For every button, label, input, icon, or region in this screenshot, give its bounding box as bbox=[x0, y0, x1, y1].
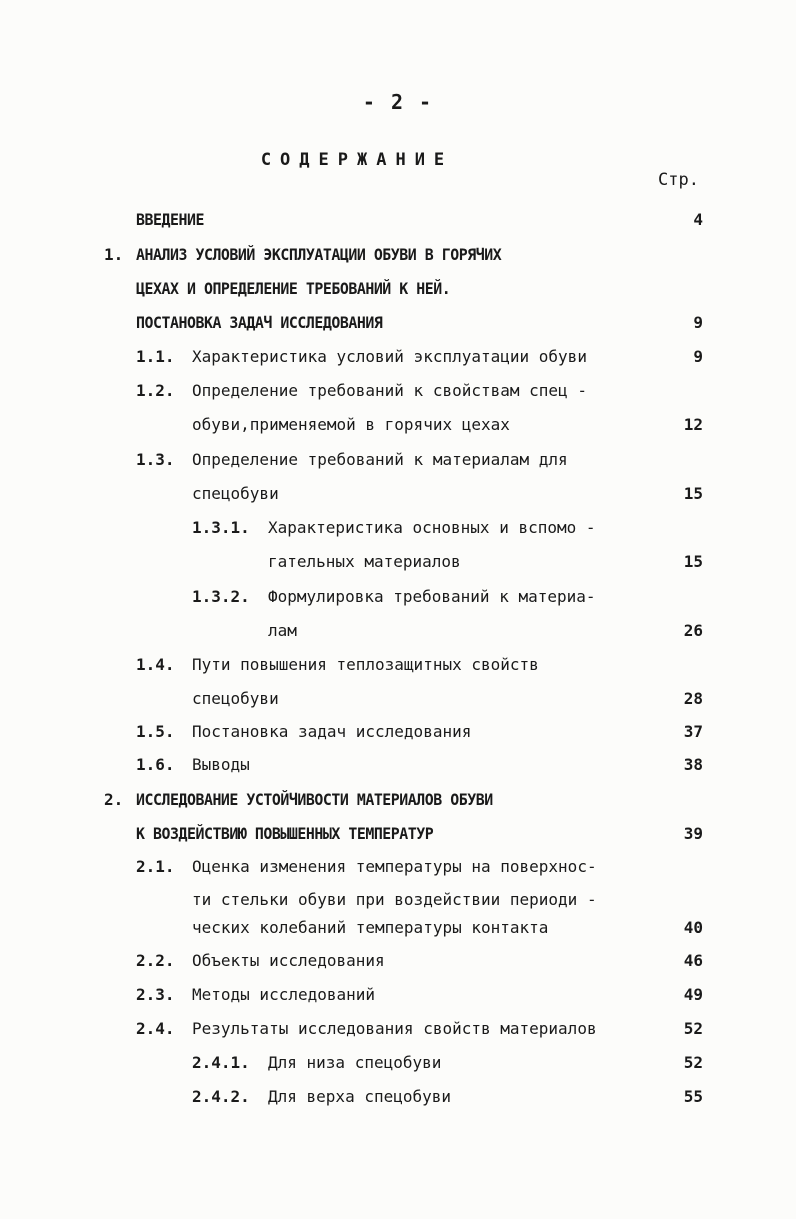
page-title: СОДЕРЖАНИЕ bbox=[260, 150, 454, 170]
toc-entry-title: Определение требований к свойствам спец - bbox=[192, 381, 587, 400]
toc-entry-page: 9 bbox=[693, 347, 703, 366]
toc-entry-number: 1.3. bbox=[136, 450, 175, 469]
toc-entry-page: 12 bbox=[683, 415, 703, 434]
toc-entry-page: 52 bbox=[683, 1019, 703, 1038]
toc-entry-title: Выводы bbox=[192, 755, 250, 774]
toc-entry-title: Характеристика основных и вспомо - bbox=[268, 518, 596, 537]
toc-entry-title: спецобуви bbox=[192, 689, 279, 708]
toc-entry-page: 40 bbox=[683, 918, 703, 937]
toc-entry-page: 38 bbox=[683, 755, 703, 774]
toc-entry-number: 1.4. bbox=[136, 655, 175, 674]
toc-entry-number: 2. bbox=[104, 790, 124, 809]
toc-entry-number: 1.3.2. bbox=[192, 587, 250, 606]
toc-entry-page: 46 bbox=[683, 951, 703, 970]
toc-entry-number: 1.3.1. bbox=[192, 518, 250, 537]
toc-entry-title: ческих колебаний температуры контакта bbox=[192, 918, 549, 937]
toc-entry-number: 1. bbox=[104, 245, 124, 264]
toc-entry-title: Для низа спецобуви bbox=[268, 1053, 442, 1072]
toc-entry-title: Методы исследований bbox=[192, 985, 376, 1004]
toc-entry-page: 28 bbox=[683, 689, 703, 708]
toc-entry-title: ЦЕХАХ И ОПРЕДЕЛЕНИЕ ТРЕБОВАНИЙ К НЕЙ. bbox=[136, 279, 451, 298]
toc-entry-number: 2.4. bbox=[136, 1019, 175, 1038]
toc-entry-page: 15 bbox=[683, 484, 703, 503]
page-column-label: Стр. bbox=[658, 170, 699, 190]
toc-entry-title: Постановка задач исследования bbox=[192, 722, 472, 741]
toc-entry-number: 1.2. bbox=[136, 381, 175, 400]
toc-entry-title: Определение требований к материалам для bbox=[192, 450, 568, 469]
toc-entry-page: 52 bbox=[683, 1053, 703, 1072]
toc-entry-title: Результаты исследования свойств материалов bbox=[192, 1019, 597, 1038]
toc-entry-title: гательных материалов bbox=[268, 552, 461, 571]
toc-entry-title: ВВЕДЕНИЕ bbox=[136, 210, 204, 229]
toc-entry-number: 2.2. bbox=[136, 951, 175, 970]
toc-entry-number: 2.4.2. bbox=[192, 1087, 250, 1106]
toc-entry-title: Объекты исследования bbox=[192, 951, 385, 970]
toc-entry-page: 15 bbox=[683, 552, 703, 571]
toc-entry-title: лам bbox=[268, 621, 297, 640]
toc-entry-title: ПОСТАНОВКА ЗАДАЧ ИССЛЕДОВАНИЯ bbox=[136, 313, 383, 332]
toc-entry-title: ти стельки обуви при воздействии периоди - bbox=[192, 890, 597, 909]
toc-entry-number: 2.1. bbox=[136, 857, 175, 876]
toc-entry-title: Формулировка требований к материа- bbox=[268, 587, 596, 606]
toc-entry-page: 55 bbox=[683, 1087, 703, 1106]
toc-entry-number: 1.6. bbox=[136, 755, 175, 774]
toc-entry-page: 37 bbox=[683, 722, 703, 741]
page-number: - 2 - bbox=[362, 90, 434, 114]
toc-entry-number: 1.5. bbox=[136, 722, 175, 741]
toc-entry-title: Характеристика условий эксплуатации обуви bbox=[192, 347, 587, 366]
toc-entry-page: 9 bbox=[693, 313, 703, 332]
toc-entry-number: 2.4.1. bbox=[192, 1053, 250, 1072]
toc-entry-title: ИССЛЕДОВАНИЕ УСТОЙЧИВОСТИ МАТЕРИАЛОВ ОБУВИ bbox=[136, 790, 493, 809]
toc-entry-title: К ВОЗДЕЙСТВИЮ ПОВЫШЕННЫХ ТЕМПЕРАТУР bbox=[136, 824, 434, 843]
toc-entry-title: обуви,применяемой в горячих цехах bbox=[192, 415, 510, 434]
toc-entry-title: спецобуви bbox=[192, 484, 279, 503]
toc-entry-title: АНАЛИЗ УСЛОВИЙ ЭКСПЛУАТАЦИИ ОБУВИ В ГОРЯЧИХ bbox=[136, 245, 502, 264]
toc-entry-page: 26 bbox=[683, 621, 703, 640]
toc-entry-number: 2.3. bbox=[136, 985, 175, 1004]
toc-entry-number: 1.1. bbox=[136, 347, 175, 366]
toc-entry-page: 39 bbox=[683, 824, 703, 843]
toc-entry-title: Для верха спецобуви bbox=[268, 1087, 452, 1106]
toc-entry-page: 49 bbox=[683, 985, 703, 1004]
toc-entry-page: 4 bbox=[693, 210, 703, 229]
toc-entry-title: Оценка изменения температуры на поверхнос- bbox=[192, 857, 597, 876]
toc-entry-title: Пути повышения теплозащитных свойств bbox=[192, 655, 539, 674]
